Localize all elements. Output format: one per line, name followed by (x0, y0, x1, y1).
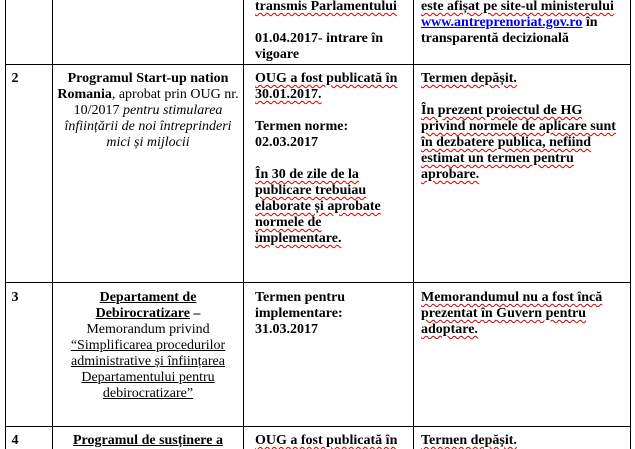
row4-status-cell (255, 433, 405, 449)
row2-norms-text: În 30 de zile de la publicare trebuiau elaborate și aprobate normele de implementare. (255, 167, 381, 246)
row-divider-1 (5, 64, 631, 65)
row-divider-3 (5, 426, 631, 427)
row3-deadline-date: 31.03.2017 (255, 322, 318, 337)
table-border-right (630, 0, 631, 449)
row4-notes-cell (421, 433, 626, 449)
table-divider-col2 (243, 0, 244, 449)
row2-project-status: În prezent proiectul de HG privind normele de aplicare sunt în dezbatere publica, nefiind estimat un termen pentru aprobare. (421, 103, 616, 182)
row4-program-cell (56, 433, 240, 449)
row1-status-line: transmis Parlamentului (255, 0, 397, 14)
row3-notes-cell (421, 290, 626, 338)
row3-program-cell (56, 290, 240, 402)
row2-overdue-text: Termen depășit. (421, 71, 517, 86)
row3-status-cell (255, 290, 405, 338)
row3-number: 3 (11, 290, 19, 305)
row1-status-cell (255, 0, 410, 63)
antreprenoriat-link[interactable]: www.antreprenoriat.gov.ro (421, 15, 583, 30)
table-border-left (5, 0, 6, 449)
row2-deadline-date: 02.03.2017 (255, 135, 318, 150)
row1-effective-date: 01.04.2017- intrare în vigoare (255, 31, 384, 62)
row2-program-text: Programul Start-up nation Romania, aprobat prin OUG nr. 10/2017 pentru stimularea înființării de noi întreprinderi mici și mijlocii (57, 71, 239, 150)
row2-number: 2 (11, 71, 19, 86)
row2-notes-cell (421, 71, 626, 183)
row2-status-cell (255, 71, 405, 247)
row4-publication-text: OUG a fost publicată în (255, 433, 398, 448)
table-divider-col1 (52, 0, 53, 449)
table-divider-col3 (413, 0, 414, 449)
row2-deadline-label: Termen norme: (255, 119, 349, 134)
row4-overdue-text: Termen depășit. (421, 433, 517, 448)
row4-number: 4 (11, 433, 19, 448)
row-divider-2 (5, 282, 631, 283)
row1-notes-text: este afișat pe site-ul ministerului www.antreprenoriat.gov.ro în transparentă decizională (421, 0, 614, 46)
row1-notes-cell (421, 0, 626, 47)
row3-deadline-label: Termen pentru implementare: (255, 290, 346, 321)
row2-publication-text: OUG a fost publicată în 30.01.2017. (255, 71, 398, 102)
row2-program-cell (56, 71, 240, 151)
row3-memo-status: Memorandumul nu a fost încă prezentat în Guvern pentru adoptare. (421, 290, 603, 337)
row4-program-text: Programul de susținere a (73, 433, 223, 448)
row3-program-text: Departament de Debirocratizare – Memorandum privind “Simplificarea procedurilor administrative și înființarea Departamentului pentru debirocratizare” (70, 290, 226, 401)
